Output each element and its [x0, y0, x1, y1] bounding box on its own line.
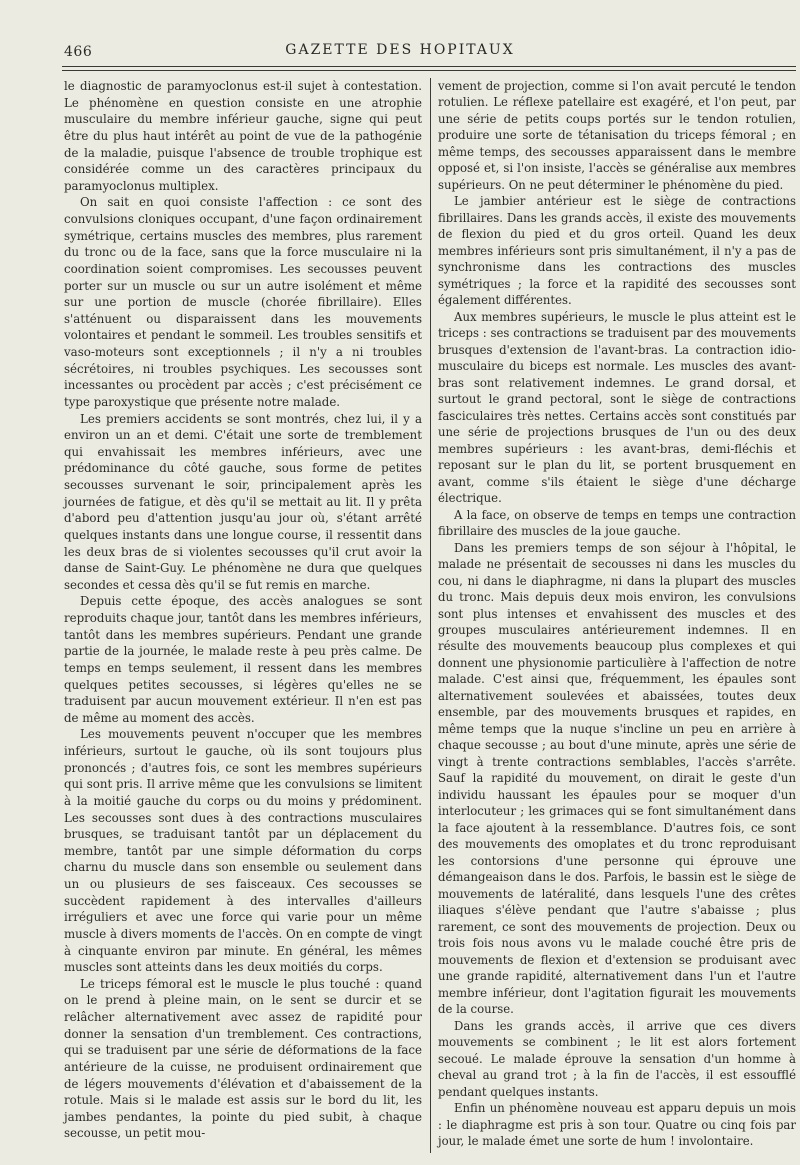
paragraph: vement de projection, comme si l'on avait percuté le tendon rotulien. Le réflexe patellaire est exagéré, et l'on peut, par une série de petits coups portés sur le tendon rotulien, produire une sorte de tétanisation du triceps fémoral ; en même temps, des secousses apparaissent dans le membre opposé et, si l'on insiste, l'accès se généralise aux membres supérieurs. On ne peut déterminer le phénomène du pied.: [438, 79, 796, 192]
paragraph: On sait en quoi consiste l'affection : ce sont des convulsions cloniques occupant, d'une façon ordinairement symétrique, certains muscles des membres, plus rarement du tronc ou de la face, sans que la force musculaire ni la coordination soient compromises. Les secousses peuvent porter sur un muscle ou sur un autre isolément et même sur une portion de muscle (chorée fibrillaire). Elles s'atténuent ou disparaissent dans les mouvements volontaires et pendant le sommeil. Les troubles sensitifs et vaso-moteurs sont exceptionnels ; il n'y a ni troubles sécrétoires, ni troubles psychiques. Les secousses sont incessantes ou procèdent par accès ; c'est précisément ce type paroxystique que présente notre malade.: [64, 195, 422, 409]
right-column: [438, 78, 796, 1149]
paragraph: Les mouvements peuvent n'occuper que les membres inférieurs, surtout le gauche, où ils sont toujours plus prononcés ; d'autres fois, ce sont les membres supérieurs qui sont pris. Il arrive même que les convulsions se limitent à la moitié gauche du corps ou du moins y prédominent. Les secousses sont dues à des contractions musculaires brusques, se traduisant tantôt par un déplacement du membre, tantôt par une simple déformation du corps charnu du muscle dans son ensemble ou seulement dans un ou plusieurs de ses faisceaux. Ces secousses se succèdent rapidement à des intervalles d'ailleurs irréguliers et avec une force qui varie pour un même muscle à divers moments de l'accès. On en compte de vingt à cinquante environ par minute. En général, les mêmes muscles sont atteints dans les deux moitiés du corps.: [64, 727, 422, 975]
paragraph: Le triceps fémoral est le muscle le plus touché : quand on le prend à pleine main, on le sent se durcir et se relâcher alternativement avec assez de rapidité pour donner la sensation d'un tremblement. Ces contractions, qui se traduisent par une série de déformations de la face antérieure de la cuisse, ne produisent ordinairement que de légers mouvements d'élévation et d'abaissement de la rotule. Mais si le malade est assis sur le bord du lit, les jambes pendantes, la pointe du pied subit, à chaque secousse, un petit mou-: [64, 976, 422, 1141]
paragraph: Dans les premiers temps de son séjour à l'hôpital, le malade ne présentait de secousses ni dans les muscles du cou, ni dans le diaphragme, ni dans la plupart des muscles du tronc. Mais depuis deux mois environ, les convulsions sont plus intenses et envahissent des muscles et des groupes musculaires antérieurement indemnes. Il en résulte des mouvements beaucoup plus complexes et qui donnent une physionomie particulière à l'affection de notre malade. C'est ainsi que, fréquemment, les épaules sont alternativement soulevées et abaissées, toutes deux ensemble, par des mouvements brusques et rapides, en même temps que la nuque s'incline un peu en arrière à chaque secousse ; au bout d'une minute, après une série de vingt à trente contractions semblables, l'accès s'arrête. Sauf la rapidité du mouvement, on dirait le geste d'un individu haussant les épaules pour se moquer d'un interlocuteur ; les grimaces qui se font simultanément dans la face ajoutent à la ressemblance. D'autres fois, ce sont des mouvements des omoplates et du tronc reproduisant les contorsions d'une personne qui éprouve une démangeaison dans le dos. Parfois, le bassin est le siège de mouvements de latéralité, dans lesquels l'une des crêtes iliaques s'élève pendant que l'autre s'abaisse ; plus rarement, ce sont des mouvements de projection. Deux ou trois fois nous avons vu le malade couché être pris de mouvements de flexion et d'extension se produisant avec une grande rapidité, alternativement dans l'un et l'autre membre inférieur, dont l'agitation figurait les mouvements de la course.: [438, 540, 796, 1017]
paragraph: A la face, on observe de temps en temps une contraction fibrillaire des muscles de la joue gauche.: [438, 507, 796, 539]
header-rule: [62, 70, 796, 71]
header-rule: [62, 66, 796, 67]
paragraph: Le jambier antérieur est le siège de contractions fibrillaires. Dans les grands accès, il existe des mouvements de flexion du pied et du gros orteil. Quand les deux membres inférieurs sont pris simultanément, il n'y a pas de synchronisme dans les contractions des muscles symétriques ; la force et la rapidité des secousses sont également différentes.: [438, 194, 796, 308]
running-head: GAZETTE DES HOPITAUX: [285, 42, 515, 58]
paragraph: Enfin un phénomène nouveau est apparu depuis un mois : le diaphragme est pris à son tour. Quatre ou cinq fois par jour, le malade émet une sorte de hum ! involontaire.: [438, 1101, 796, 1148]
page-number: 466: [64, 44, 93, 60]
paragraph: Depuis cette époque, des accès analogues se sont reproduits chaque jour, tantôt dans les membres inférieurs, tantôt dans les membres supérieurs. Pendant une grande partie de la journée, le malade reste à peu près calme. De temps en temps seulement, il ressent dans les membres quelques petites secousses, si légères qu'elles ne se traduisent par aucun mouvement extérieur. Il n'en est pas de même au moment des accès.: [64, 594, 422, 725]
paragraph: le diagnostic de paramyoclonus est-il sujet à contestation. Le phénomène en question consiste en une atrophie musculaire du membre inférieur gauche, signe qui peut être du plus haut intérêt au point de vue de la pathogénie de la maladie, puisque l'absence de trouble trophique est considérée comme un des caractères principaux du paramyoclonus multiplex.: [64, 79, 422, 193]
paragraph: Les premiers accidents se sont montrés, chez lui, il y a environ un an et demi. C'était une sorte de tremblement qui envahissait les membres inférieurs, avec une prédominance du côté gauche, sous forme de petites secousses survenant le soir, principalement après les journées de fatigue, et dès qu'il se mettait au lit. Il y prêta d'abord peu d'attention jusqu'au jour où, s'étant arrêté quelques instants dans une longue course, il ressentit dans les deux bras de si violentes secousses qu'il crut avoir la danse de Saint-Guy. Le phénomène ne dura que quelques secondes et cessa dès qu'il se fut remis en marche.: [64, 411, 422, 592]
left-column: [64, 78, 422, 1142]
column-divider: [430, 78, 431, 1153]
paragraph: Dans les grands accès, il arrive que ces divers mouvements se combinent ; le lit est alors fortement secoué. Le malade éprouve la sensation d'un homme à cheval au grand trot ; à la fin de l'accès, il est essoufflé pendant quelques instants.: [438, 1018, 796, 1099]
paragraph: Aux membres supérieurs, le muscle le plus atteint est le triceps : ses contractions se traduisent par des mouvements brusques d'extension de l'avant-bras. La contraction idio-musculaire du biceps est normale. Les muscles des avant-bras sont relativement indemnes. Le grand dorsal, et surtout le grand pectoral, sont le siège de contractions fasciculaires très nettes. Certains accès sont constitués par une série de projections brusques de l'un ou des deux membres supérieurs : les avant-bras, demi-fléchis et reposant sur le plan du lit, se portent brusquement en avant, comme s'ils étaient le siège d'une décharge électrique.: [438, 309, 796, 506]
